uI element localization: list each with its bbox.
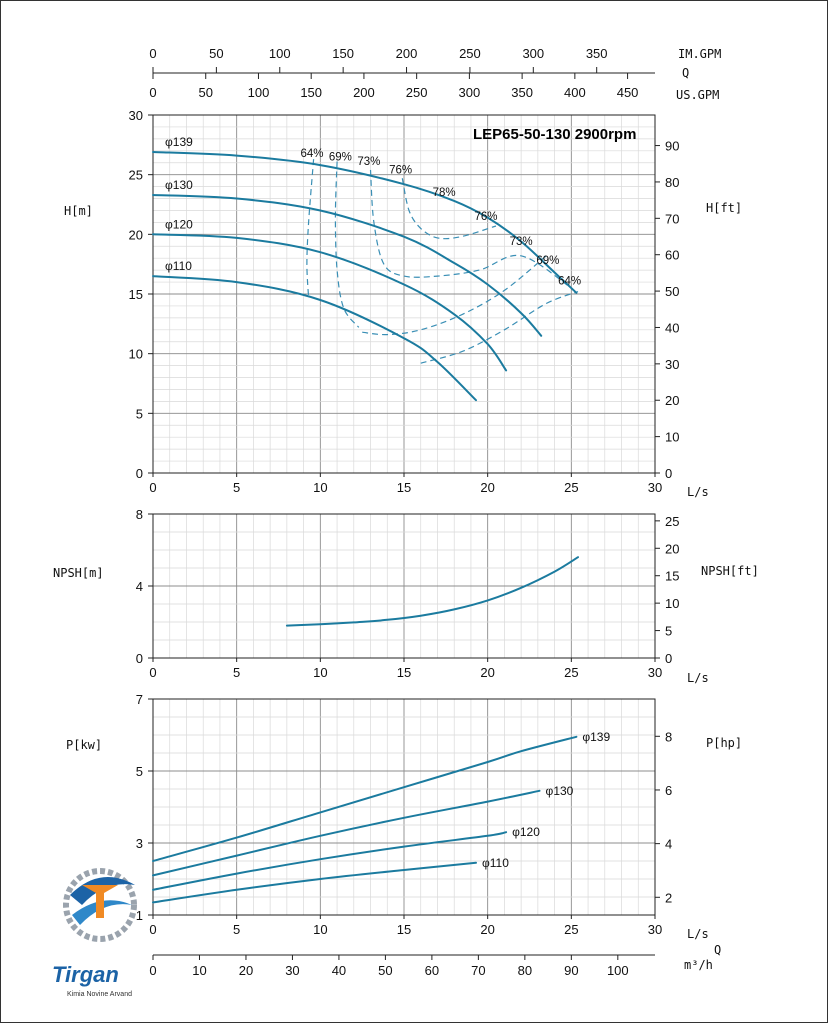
efficiency-label: 76% <box>389 164 413 177</box>
head-y2-tick-label: 80 <box>665 174 680 190</box>
power-y-tick-label: 5 <box>135 764 143 779</box>
head-x-tick-label: 15 <box>396 480 412 495</box>
head-y2-tick-label: 20 <box>665 393 680 409</box>
m3h-tick-label: 10 <box>192 963 207 978</box>
chart-title: LEP65-50-130 2900rpm <box>473 126 637 143</box>
power-curve-label: φ120 <box>512 825 540 840</box>
power-x-tick-label: 20 <box>480 922 495 937</box>
head-y-tick-label: 5 <box>135 406 143 422</box>
power-x-tick-label: 5 <box>233 922 241 937</box>
imgpm-tick-label: 250 <box>459 46 481 61</box>
head-x-tick-label: 10 <box>313 480 328 495</box>
imgpm-tick-label: 100 <box>268 46 291 61</box>
head-y-tick-label: 25 <box>128 167 143 183</box>
imgpm-tick-label: 50 <box>209 46 224 61</box>
m3h-tick-label: 80 <box>517 963 533 978</box>
imgpm-tick-label: 300 <box>522 46 545 61</box>
efficiency-label: 73% <box>509 236 533 249</box>
npsh-y2-tick-label: 5 <box>665 623 673 639</box>
top-q-label: Q <box>682 66 690 80</box>
usgpm-tick-label: 400 <box>563 85 586 100</box>
m3h-tick-label: 20 <box>238 963 254 978</box>
power-y2-tick-label: 6 <box>665 782 673 798</box>
m3h-tick-label: 70 <box>471 963 486 978</box>
usgpm-tick-label: 0 <box>149 85 157 100</box>
m3h-tick-label: 30 <box>285 963 300 978</box>
head-y-tick-label: 30 <box>128 108 143 123</box>
npsh-x-tick-label: 0 <box>149 665 157 680</box>
efficiency-label: 78% <box>432 187 456 200</box>
head-y-tick-label: 15 <box>128 287 143 302</box>
head-y-tick-label: 0 <box>135 466 143 481</box>
head-curve-label: φ120 <box>165 217 193 232</box>
m3h-axis-label: m³/h <box>684 958 713 972</box>
logo-brand-name: Tirgan <box>52 962 119 987</box>
usgpm-tick-label: 450 <box>616 85 639 100</box>
npsh-x-tick-label: 20 <box>480 665 495 680</box>
npsh-x-axis-label: L/s <box>687 671 709 685</box>
npsh-y2-tick-label: 0 <box>665 651 673 666</box>
power-curve-label: φ130 <box>545 783 574 798</box>
npsh-left-axis-label: NPSH[m] <box>53 566 104 580</box>
m3h-tick-label: 50 <box>378 963 393 978</box>
head-curve-label: φ110 <box>165 259 192 274</box>
efficiency-label: 64% <box>558 275 582 288</box>
head-x-axis-label: L/s <box>687 485 709 499</box>
head-y2-tick-label: 50 <box>665 284 680 300</box>
usgpm-tick-label: 350 <box>511 85 533 100</box>
npsh-x-tick-label: 25 <box>564 665 579 680</box>
imgpm-tick-label: 150 <box>332 46 355 61</box>
power-y2-tick-label: 8 <box>665 729 673 745</box>
head-x-tick-label: 20 <box>480 480 495 495</box>
head-y2-tick-label: 70 <box>665 211 680 227</box>
m3h-tick-label: 60 <box>424 963 440 978</box>
m3h-tick-label: 0 <box>149 963 157 978</box>
head-y2-tick-label: 90 <box>665 138 680 154</box>
usgpm-tick-label: 50 <box>198 85 213 100</box>
power-x-axis-label: L/s <box>687 927 709 941</box>
usgpm-tick-label: 150 <box>300 85 323 100</box>
npsh-x-tick-label: 10 <box>313 665 328 680</box>
npsh-y2-tick-label: 20 <box>665 541 680 557</box>
efficiency-label: 69% <box>328 151 352 164</box>
power-y2-tick-label: 4 <box>665 836 673 852</box>
bottom-q-label: Q <box>714 943 722 957</box>
efficiency-label: 76% <box>474 211 498 224</box>
efficiency-label: 64% <box>300 147 324 160</box>
imgpm-tick-label: 350 <box>585 46 608 61</box>
head-x-tick-label: 25 <box>564 480 579 495</box>
power-x-tick-label: 25 <box>564 922 579 937</box>
power-left-axis-label: P[kw] <box>66 738 103 752</box>
npsh-y-tick-label: 4 <box>135 579 143 594</box>
usgpm-tick-label: 200 <box>353 85 375 100</box>
power-x-tick-label: 0 <box>149 922 157 937</box>
head-x-tick-label: 30 <box>647 480 663 495</box>
head-x-tick-label: 5 <box>233 480 241 495</box>
npsh-y-tick-label: 0 <box>135 651 143 666</box>
head-curve-label: φ130 <box>165 177 193 192</box>
efficiency-label: 69% <box>536 255 560 268</box>
power-y-tick-label: 7 <box>135 692 143 707</box>
power-right-axis-label: P[hp] <box>706 736 743 750</box>
m3h-tick-label: 90 <box>564 963 579 978</box>
head-y2-tick-label: 60 <box>665 247 680 263</box>
head-x-tick-label: 0 <box>149 480 157 495</box>
head-right-axis-label: H[ft] <box>706 201 743 215</box>
usgpm-axis-label: US.GPM <box>676 88 720 102</box>
npsh-right-axis-label: NPSH[ft] <box>701 564 759 578</box>
head-y2-tick-label: 30 <box>665 356 680 372</box>
head-y2-tick-label: 0 <box>665 466 673 481</box>
npsh-y2-tick-label: 15 <box>665 568 680 584</box>
m3h-tick-label: 40 <box>331 963 347 978</box>
head-y2-tick-label: 10 <box>665 429 680 445</box>
imgpm-tick-label: 0 <box>149 46 157 61</box>
npsh-y2-tick-label: 25 <box>665 513 680 529</box>
imgpm-tick-label: 200 <box>395 46 418 61</box>
head-y-tick-label: 10 <box>128 346 143 362</box>
power-curve-label: φ139 <box>582 729 611 744</box>
head-y2-tick-label: 40 <box>665 320 680 336</box>
npsh-x-tick-label: 30 <box>647 665 663 680</box>
power-y-tick-label: 3 <box>135 836 143 851</box>
usgpm-tick-label: 300 <box>458 85 481 100</box>
power-x-tick-label: 10 <box>313 922 328 937</box>
imgpm-axis-label: IM.GPM <box>678 47 722 61</box>
head-y-tick-label: 20 <box>128 227 143 243</box>
usgpm-tick-label: 100 <box>247 85 270 100</box>
efficiency-label: 73% <box>357 156 381 169</box>
logo-subtitle: Kimia Novine Arvand <box>67 991 132 998</box>
npsh-x-tick-label: 15 <box>396 665 412 680</box>
m3h-tick-label: 100 <box>606 963 629 978</box>
npsh-y2-tick-label: 10 <box>665 596 680 612</box>
head-curve-label: φ139 <box>165 134 193 149</box>
power-x-tick-label: 15 <box>396 922 412 937</box>
power-curve-label: φ110 <box>481 855 509 870</box>
power-x-tick-label: 30 <box>647 922 663 937</box>
npsh-x-tick-label: 5 <box>233 665 241 680</box>
power-y-tick-label: 1 <box>135 908 143 923</box>
head-left-axis-label: H[m] <box>64 204 93 218</box>
npsh-y-tick-label: 8 <box>135 507 143 522</box>
usgpm-tick-label: 250 <box>405 85 428 100</box>
power-y2-tick-label: 2 <box>665 890 673 906</box>
